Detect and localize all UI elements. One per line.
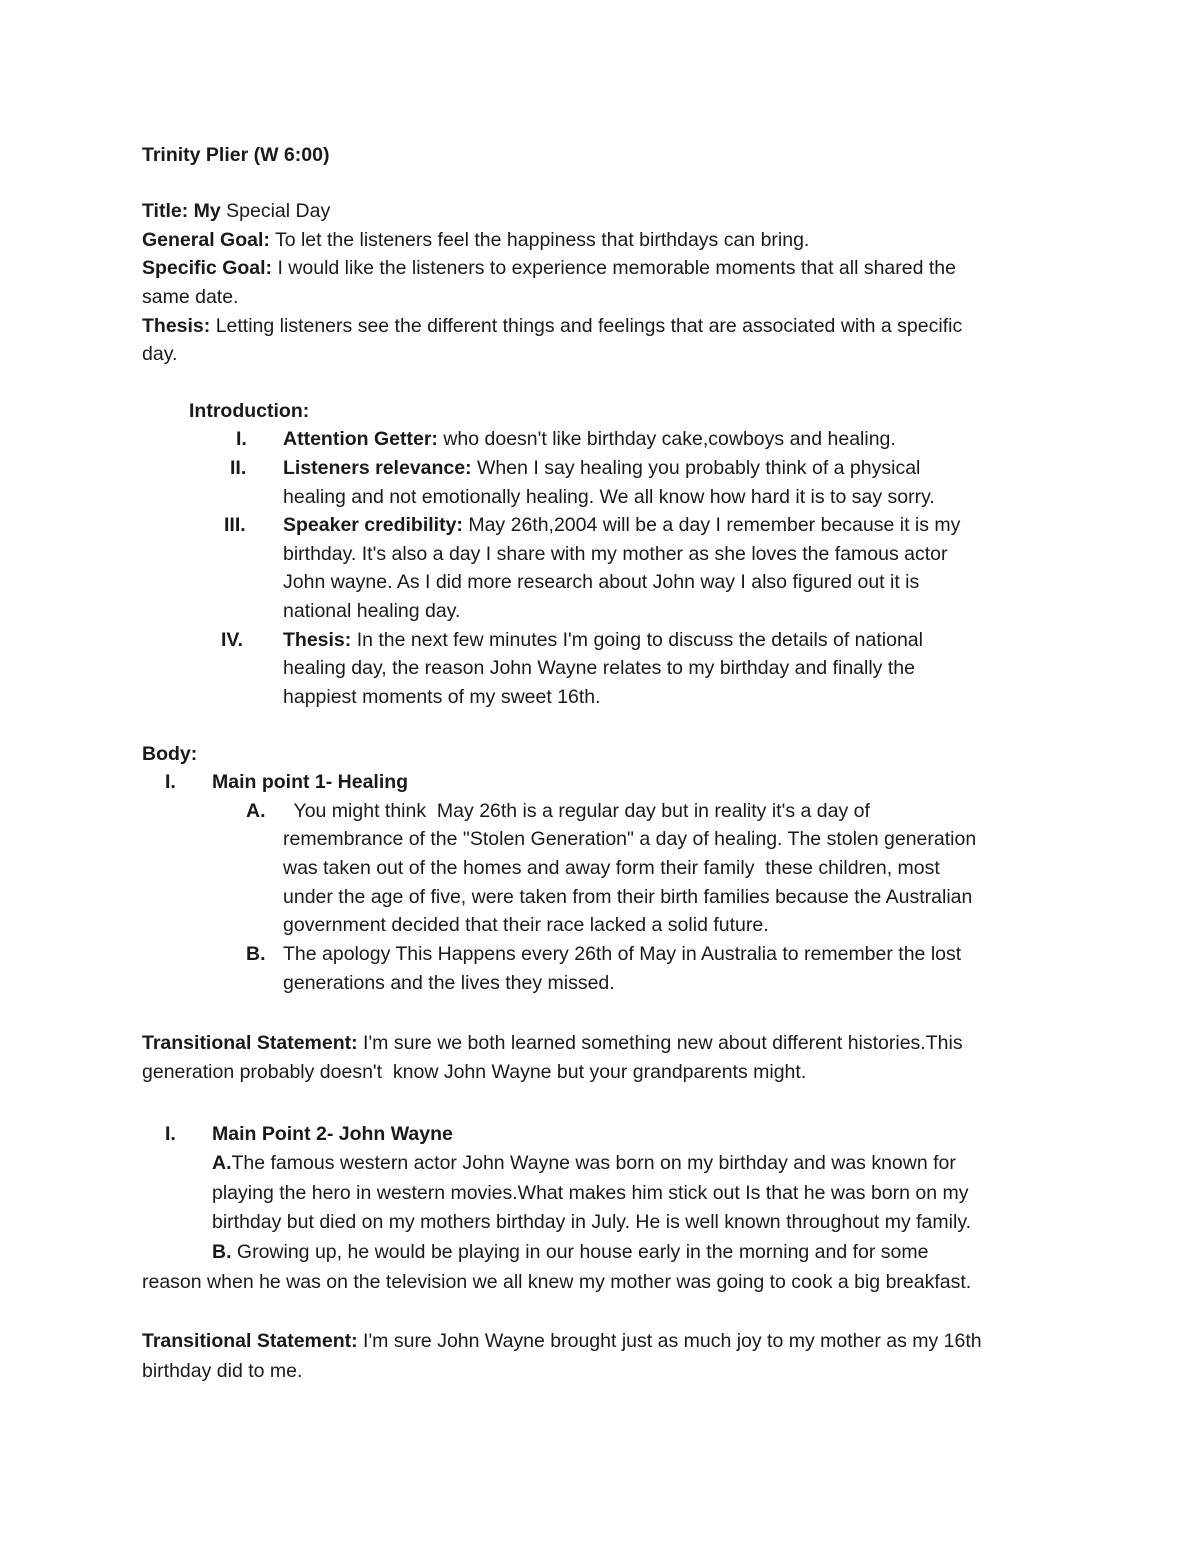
thesis-line-2: day. [142,343,178,365]
main-point-1-sub-a-text-cont: was taken out of the homes and away form their family these children, most [283,857,940,879]
intro-item-label: Thesis: [283,629,352,651]
thesis-label: Thesis: [142,315,211,337]
main-point-1-title [212,768,408,796]
intro-item-attention-getter [283,425,896,453]
main-point-2-sub-b-text: Growing up, he would be playing in our house early in the morning and for some [231,1241,929,1263]
main-point-2-numeral: I. [165,1123,176,1145]
title-value: Special Day [220,200,331,222]
main-point-2-sub-a-label: A. [212,1152,232,1174]
title-line [142,197,330,225]
transition-2-text-cont: birthday did to me. [142,1360,303,1382]
intro-item-text: When I say healing you probably think of a physical [471,457,921,479]
intro-item-text-cont: national healing day. [283,600,461,622]
specific-goal-text: I would like the listeners to experience memorable moments that all shared the [272,257,956,279]
main-point-2-sub-b [212,1238,929,1266]
intro-item-text: In the next few minutes I'm going to discuss the details of national [351,629,923,651]
main-point-1-sub-a-text-cont: remembrance of the "Stolen Generation" a day of healing. The stolen generation [283,828,977,850]
intro-item-text-cont: healing day, the reason John Wayne relates to my birthday and finally the [283,657,915,679]
main-point-1-sub-b-text: The apology This Happens every 26th of May in Australia to remember the lost [283,943,962,965]
intro-item-label: Speaker credibility: [283,514,463,536]
main-point-1-sub-b-label: B. [246,943,266,965]
introduction-heading [189,397,309,425]
general-goal-line [142,226,809,254]
main-point-1-sub-a-label: A. [246,800,266,822]
main-point-2-sub-b-label: B. [212,1241,232,1263]
main-point-1-sub-a-text-cont: government decided that their race lacked a solid future. [283,914,769,936]
thesis-line [142,312,962,340]
intro-numeral-2: II. [230,457,247,479]
author-line [142,141,329,169]
specific-goal-label: Specific Goal: [142,257,273,279]
thesis-text: Letting listeners see the different things and feelings that are associated with a specific [210,315,963,337]
intro-item-text-cont: birthday. It's also a day I share with my mother as she loves the famous actor [283,543,948,565]
main-point-2-sub-a-text: The famous western actor John Wayne was born on my birthday and was known for [231,1152,956,1174]
intro-item-text-cont: healing and not emotionally healing. We all know how hard it is to say sorry. [283,486,935,508]
title-label: Title: My [142,200,221,222]
main-point-2-title [212,1120,453,1148]
specific-goal-line [142,254,956,282]
body-heading-text: Body: [142,743,198,765]
intro-item-thesis [283,626,923,654]
main-point-2-title-text: Main Point 2- John Wayne [212,1123,453,1145]
body-heading [142,740,197,768]
general-goal-label: General Goal: [142,229,270,251]
intro-item-text-cont: John wayne. As I did more research about John way I also figured out it is [283,571,920,593]
main-point-1-numeral: I. [165,771,176,793]
intro-numeral-4: IV. [221,629,244,651]
main-point-2-sub-a-text-cont: playing the hero in western movies.What makes him stick out Is that he was born on my [212,1182,969,1204]
main-point-2-sub-a [212,1149,956,1177]
author-name: Trinity Plier (W 6:00) [142,144,330,166]
transition-2-text: I'm sure John Wayne brought just as much joy to my mother as my 16th [357,1330,982,1352]
transition-1-line [142,1029,963,1057]
transition-2-line [142,1327,982,1355]
main-point-1-sub-a-text-cont: under the age of five, were taken from their birth families because the Australian [283,886,973,908]
intro-item-text-cont: happiest moments of my sweet 16th. [283,686,601,708]
main-point-1-title-text: Main point 1- Healing [212,771,409,793]
general-goal-text: To let the listeners feel the happiness that birthdays can bring. [269,229,810,251]
intro-item-label: Attention Getter: [283,428,438,450]
transition-1-text: I'm sure we both learned something new about different histories.This [357,1032,963,1054]
main-point-2-sub-b-text-cont: reason when he was on the television we all knew my mother was going to cook a big breakfast. [142,1271,972,1293]
intro-item-text: who doesn't like birthday cake,cowboys and healing. [437,428,896,450]
transition-2-label: Transitional Statement: [142,1330,358,1352]
introduction-heading-text: Introduction: [189,400,310,422]
intro-item-text: May 26th,2004 will be a day I remember because it is my [462,514,961,536]
main-point-2-sub-a-text-cont: birthday but died on my mothers birthday in July. He is well known throughout my family. [212,1211,972,1233]
intro-numeral-3: III. [224,514,246,536]
intro-item-label: Listeners relevance: [283,457,472,479]
main-point-1-sub-a-text: You might think May 26th is a regular day but in reality it's a day of [283,800,870,822]
specific-goal-line-2: same date. [142,286,239,308]
intro-item-speaker-credibility [283,511,960,539]
transition-1-text-cont: generation probably doesn't know John Wayne but your grandparents might. [142,1061,807,1083]
transition-1-label: Transitional Statement: [142,1032,358,1054]
intro-item-listeners-relevance [283,454,920,482]
main-point-1-sub-b-text-cont: generations and the lives they missed. [283,972,615,994]
intro-numeral-1: I. [236,428,247,450]
